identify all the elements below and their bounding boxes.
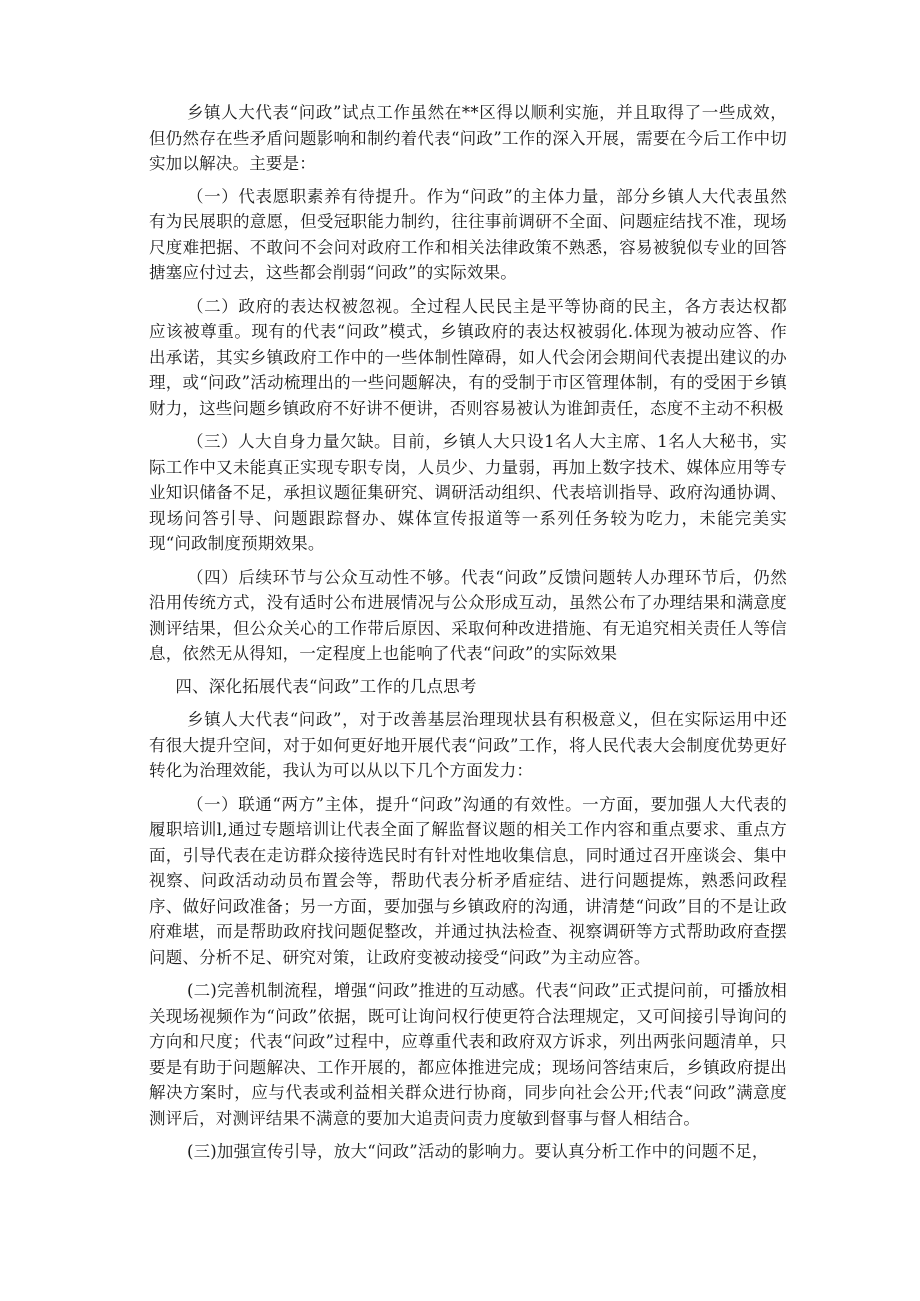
paragraph-section-intro: 乡镇人大代表“问政”，对于改善基层治理现状县有积极意义，但在实际运用中还有很大提升空间，对于如何更好地开展代表“问政”工作，将人民代表大会制度优势更好转化为治理效能，我认为可以从以下几个方面发力： [149,710,787,780]
paragraph-measure-3: (三)加强宣传引导，放大“问政”活动的影响力。要认真分析工作中的问题不足， [186,1142,769,1161]
document-page [149,100,787,1165]
paragraph-intro: 乡镇人大代表“问政”试点工作虽然在**区得以顺利实施，并且取得了一些成效，但仍然存在些矛盾问题影响和制约着代表“问政”工作的深入开展，需要在今后工作中切实加以解决。主要是： [149,103,787,173]
paragraph-issue-4: （四）后续环节与公众互动性不够。代表“问政”反馈问题转人办理环节后，仍然沿用传统方式，没有适时公布进展情况与公众形成互动，虽然公布了办理结果和满意度测评结果，但公众关心的工作带后原因、采取何种改进措施、有无追究相关责任人等信息，依然无从得知，一定程度上也能响了代表“问政”的实际效果 [149,567,787,663]
section-heading-4: 四、深化拓展代表“问政”工作的几点思考 [175,676,477,696]
paragraph-issue-3: （三）人大自身力量欠缺。目前，乡镇人大只设1名人大主席、1名人大秘书，实际工作中又未能真正实现专职专岗，人员少、力量弱，再加上数字技术、媒体应用等专业知识储备不足，承担议题征集研究、调研活动组织、代表培训指导、政府沟通协调、现场问答引导、问题跟踪督办、媒体宣传报道等一系列任务较为吃力，未能完美实现“问政制度预期效果。 [149,432,787,553]
paragraph-issue-2: （二）政府的表达权被忽视。全过程人民民主是平等协商的民主，各方表达权都应该被尊重。现有的代表“问政”模式，乡镇政府的表达权被弱化.体现为被动应答、作出承诺，其实乡镇政府工作中的一些体制性障碍，如人代会闭会期间代表提出建议的办理，或“问政”活动梳理出的一些问题解决，有的受制于市区管理体制，有的受困于乡镇财力，这些问题乡镇政府不好讲不便讲，否则容易被认为谁卸责任，态度不主动不积极 [149,296,787,418]
paragraph-measure-1: （一）联通“两方”主体，提升“问政”沟通的有效性。一方面，要加强人大代表的履职培训l,通过专题培训让代表全面了解监督议题的相关工作内容和重点要求、重点方面，引导代表在走访群众接待选民时有针对性地收集信息，同时通过召开座谈会、集中视察、问政活动动员布置会等，帮助代表分析矛盾症结、进行问题提炼，熟悉问政程序、做好问政准备；另一方面，要加强与乡镇政府的沟通，讲清楚“问政”目的不是让政府难堪，而是帮助政府找问题促整改，并通过执法检查、视察调研等方式帮助政府查摆问题、分析不足、研究对策，让政府变被动接受“问政”为主动应答。 [149,794,787,967]
paragraph-measure-2: (二)完善机制流程，增强“问政”推进的互动感。代表“问政”正式提问前，可播放相关现场视频作为“问政”依据，既可让询问权行使更符合法理规定，又可间接引导询问的方向和尺度；代表“问政”过程中，应尊重代表和政府双方诉求，列出两张问题清单，只要是有助于问题解决、工作开展的，都应体推进完成；现场问答结束后，乡镇政府提出解决方案时，应与代表或利益相关群众进行协商，同步向社会公开;代表“问政”满意度测评后，对测评结果不满意的要加大追责问责力度敏到督事与督人相结合。 [149,981,787,1128]
paragraph-issue-1: （一）代表愿职素养有待提升。作为“问政”的主体力量，部分乡镇人大代表虽然有为民展职的意愿，但受冠职能力制约，往往事前调研不全面、问题症结找不准，现场尺度难把据、不敢问不会问对政府工作和相关法律政策不熟悉，容易被貌似专业的回答搪塞应付过去，这些都会削弱“问政”的实际效果。 [149,186,787,282]
